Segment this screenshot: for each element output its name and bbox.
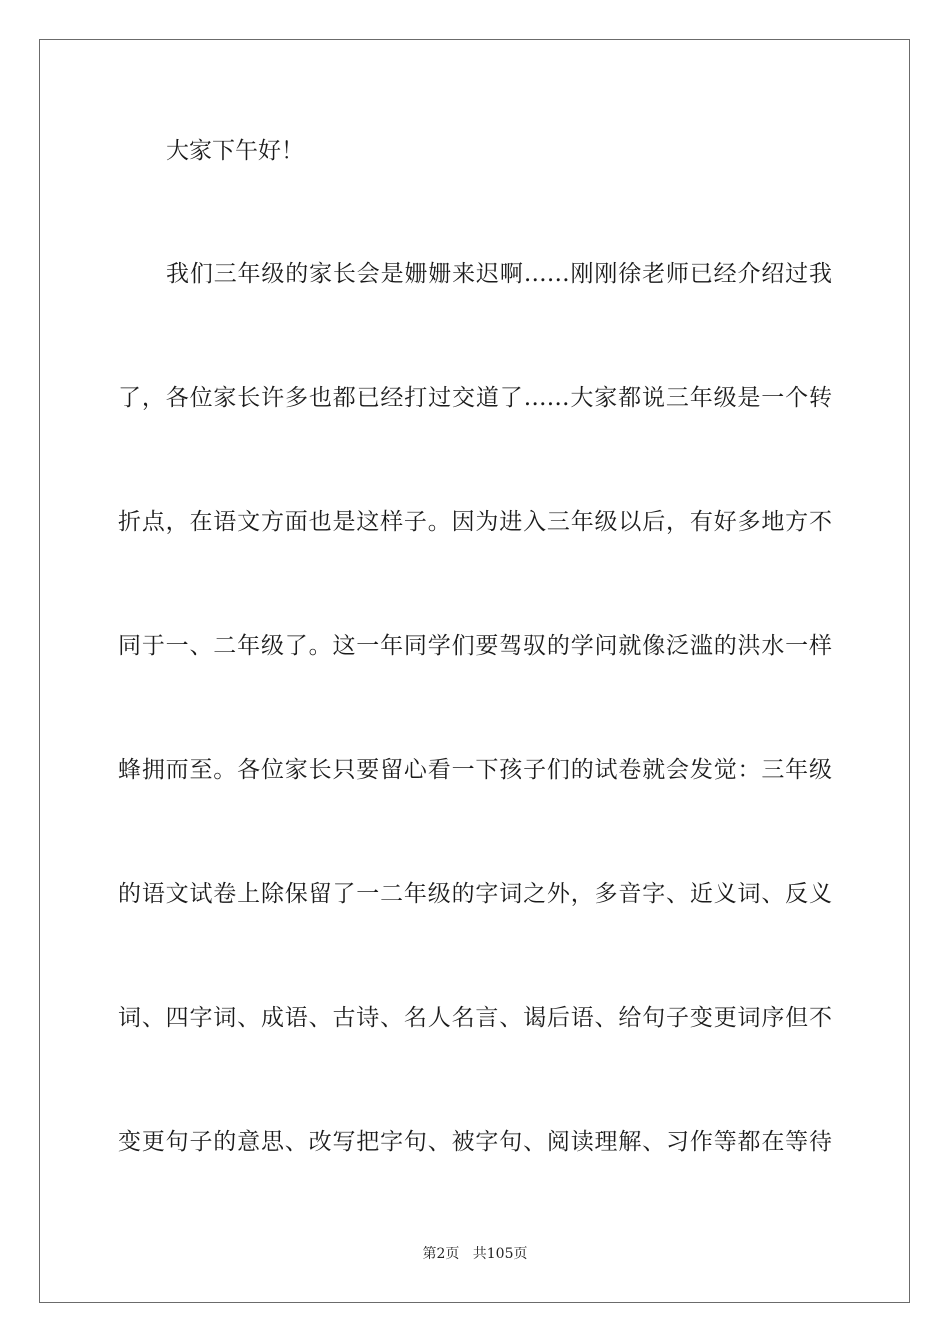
greeting-line: 大家下午好！ bbox=[166, 138, 304, 164]
paragraph-line: 的语文试卷上除保留了一二年级的字词之外，多音字、近义词、反义 bbox=[118, 881, 832, 907]
paragraph-line: 蜂拥而至。各位家长只要留心看一下孩子们的试卷就会发觉：三年级 bbox=[118, 757, 832, 783]
page-total: 共105页 bbox=[472, 1246, 528, 1262]
page-frame bbox=[39, 39, 910, 1303]
paragraph-line: 词、四字词、成语、古诗、名人名言、谒后语、给句子变更词序但不 bbox=[118, 1005, 832, 1031]
paragraph-line: 折点，在语文方面也是这样子。因为进入三年级以后，有好多地方不 bbox=[118, 509, 832, 535]
page-number: 第2页 bbox=[422, 1246, 460, 1262]
paragraph-line: 我们三年级的家长会是姗姗来迟啊……刚刚徐老师已经介绍过我 bbox=[166, 261, 832, 287]
paragraph-line: 同于一、二年级了。这一年同学们要驾驭的学问就像泛滥的洪水一样 bbox=[118, 633, 832, 659]
page-footer bbox=[0, 1244, 950, 1264]
paragraph-line: 了，各位家长许多也都已经打过交道了……大家都说三年级是一个转 bbox=[118, 385, 832, 411]
paragraph-line: 变更句子的意思、改写把字句、被字句、阅读理解、习作等都在等待 bbox=[118, 1129, 832, 1155]
